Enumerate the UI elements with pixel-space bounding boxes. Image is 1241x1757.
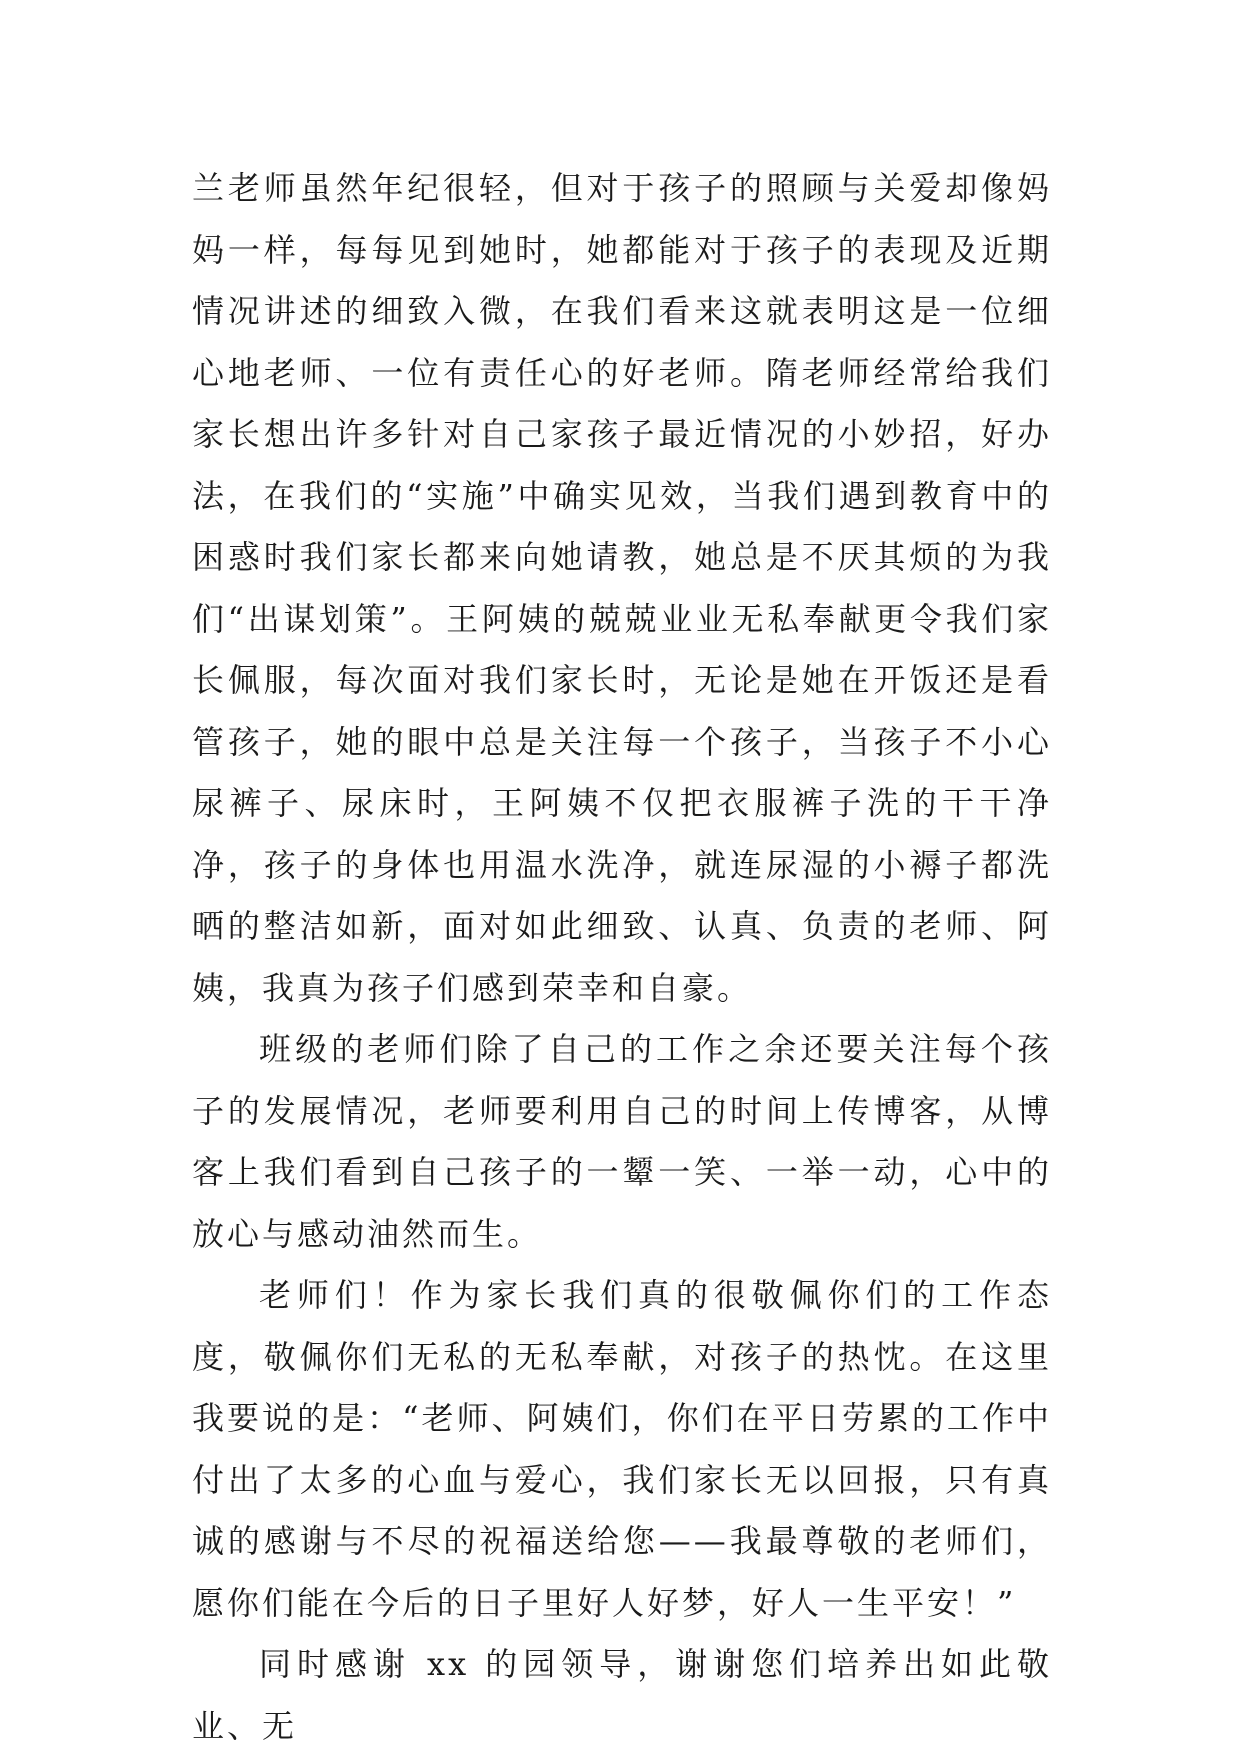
- paragraph-teachers-blog: 班级的老师们除了自己的工作之余还要关注每个孩子的发展情况，老师要利用自己的时间上传博客，从博客上我们看到自己孩子的一颦一笑、一举一动，心中的放心与感动油然而生。: [192, 1030, 1052, 1253]
- paragraph-thanks-teachers: 老师们！作为家长我们真的很敬佩你们的工作态度，敬佩你们无私的无私奉献，对孩子的热忱。在这里我要说的是：“老师、阿姨们，你们在平日劳累的工作中付出了太多的心血与爱心，我们家长无以回报，只有真诚的感谢与不尽的祝福送给您——我最尊敬的老师们，愿你们能在今后的日子里好人好梦，好人一生平安！”: [192, 1276, 1052, 1622]
- paragraph-continued: 兰老师虽然年纪很轻，但对于孩子的照顾与关爱却像妈妈一样，每每见到她时，她都能对于孩子的表现及近期情况讲述的细致入微，在我们看来这就表明这是一位细心地老师、一位有责任心的好老师。隋老师经常给我们家长想出许多针对自己家孩子最近情况的小妙招，好办法，在我们的“实施”中确实见效，当我们遇到教育中的困惑时我们家长都来向她请教，她总是不厌其烦的为我们“出谋划策”。王阿姨的兢兢业业无私奉献更令我们家长佩服，每次面对我们家长时，无论是她在开饭还是看管孩子，她的眼中总是关注每一个孩子，当孩子不小心尿裤子、尿床时，王阿姨不仅把衣服裤子洗的干干净净，孩子的身体也用温水洗净，就连尿湿的小褥子都洗晒的整洁如新，面对如此细致、认真、负责的老师、阿姨，我真为孩子们感到荣幸和自豪。: [192, 169, 1052, 1007]
- document-page: [192, 158, 1052, 1757]
- paragraph-thanks-leaders: 同时感谢 xx 的园领导，谢谢您们培养出如此敬业、无: [192, 1645, 1052, 1745]
